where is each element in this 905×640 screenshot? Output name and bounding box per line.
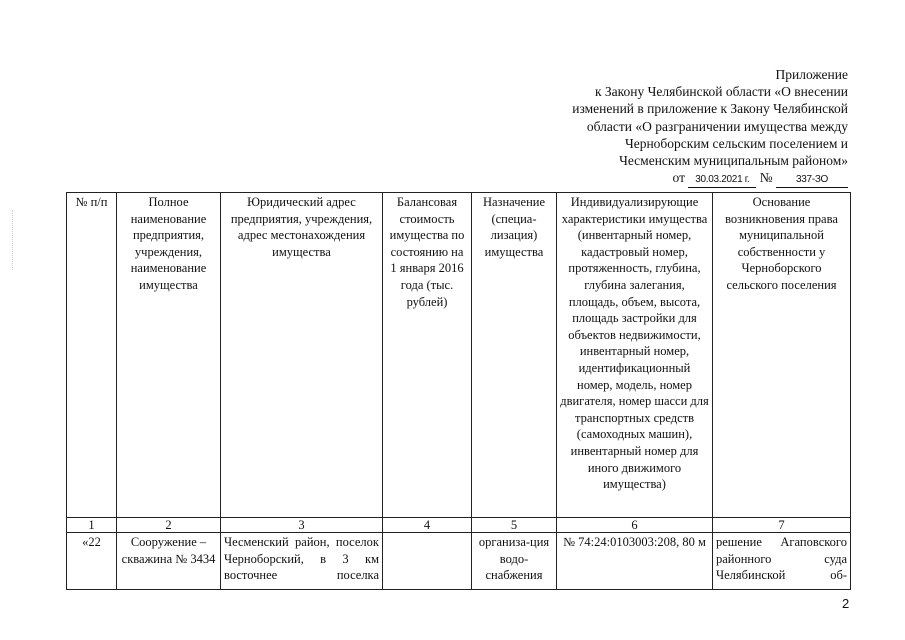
column-header: Индивидуализирующие характеристики имущества (инвентарный номер, кадастровый номер, протяженность, глубина, глубина залегания, площадь, объем, высота, площадь застройки для объектов недвижимости, инвентарный номер, идентификационный номер, модель, номер двигателя, номер шасси для транспортных средств (самоходных машин), инвентарный номер для иного движимого имущества) [557,193,713,518]
date-number-line [572,169,848,188]
header-line: Чесменским муниципальным районом» [619,153,848,169]
column-header: Балансовая стоимость имущества по состоянию на 1 января 2016 года (тыс. рублей) [383,193,472,518]
column-number: 5 [472,518,557,533]
column-header: Юридический адрес предприятия, учреждения, адрес местонахождения имущества [221,193,383,518]
column-number: 4 [383,518,472,533]
row-characteristics: № 74:24:0103003:208, 80 м [557,533,713,590]
margin-mark [12,210,13,270]
column-number: 6 [557,518,713,533]
row-basis: решение Агаповского районного суда Челябинской об- [713,533,851,590]
law-number: 337-ЗО [776,172,848,188]
row-value [383,533,472,590]
property-table [66,192,851,590]
from-label: от [672,170,685,186]
column-number: 1 [67,518,117,533]
column-number-row [67,518,851,533]
column-number: 3 [221,518,383,533]
column-header: Назначение (специа-лизация) имущества [472,193,557,518]
column-header: Полное наименование предприятия, учреждения, наименование имущества [117,193,221,518]
row-purpose: организа-ция водо-снабжения [472,533,557,590]
column-header: Основание возникновения права муниципальной собственности у Черноборского сельского поселения [713,193,851,518]
appendix-header [572,66,848,188]
header-line: Приложение [775,67,848,82]
row-number: «22 [67,533,117,590]
table-row [67,533,851,590]
column-header: № п/п [67,193,117,518]
law-date: 30.03.2021 г. [688,172,756,188]
number-sign: № [759,170,773,186]
row-name: Сооружение – скважина № 3434 [117,533,221,590]
page-number: 2 [842,596,850,611]
row-address: Чесменский район, поселок Черноборский, в 3 км восточнее поселка [221,533,383,590]
header-line: области «О разграничении имущества между [586,118,848,134]
column-number: 7 [713,518,851,533]
header-line: к Закону Челябинской области «О внесении [594,84,848,100]
header-line: Черноборским сельским поселением и [624,135,848,151]
column-number: 2 [117,518,221,533]
header-line: изменений в приложение к Закону Челябинской [572,101,848,117]
table-header-row [67,193,851,518]
